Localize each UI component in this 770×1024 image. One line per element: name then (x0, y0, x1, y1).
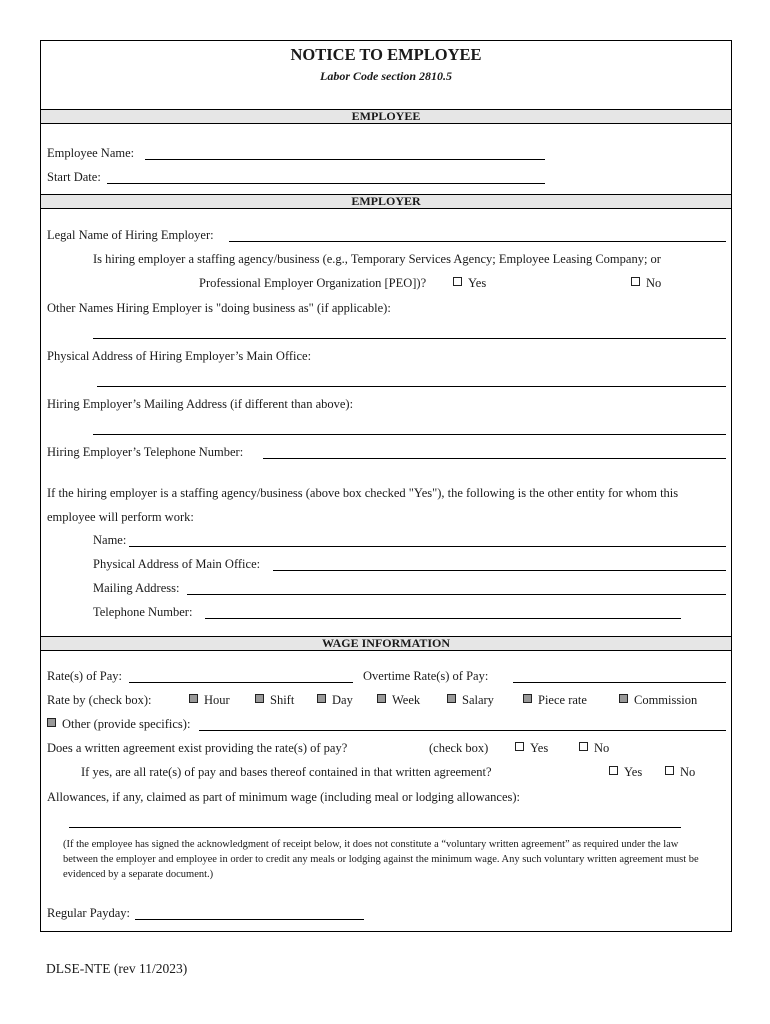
rate-option-piece-rate[interactable]: Piece rate (523, 694, 587, 707)
dba-label: Other Names Hiring Employer is "doing business as" (if applicable): (47, 301, 391, 315)
rate-option-salary[interactable]: Salary (447, 694, 494, 707)
other-specifics-field[interactable] (199, 730, 726, 731)
staffing-no-option[interactable]: No (631, 277, 661, 290)
checkbox-icon[interactable] (515, 742, 524, 751)
agreement-no-option[interactable]: No (579, 742, 609, 755)
form-revision-code: DLSE-NTE (rev 11/2023) (46, 961, 188, 976)
other-entity-text-line1: If the hiring employer is a staffing agency/business (above box checked "Yes"), the following is the other entity for whom this (47, 486, 679, 500)
telephone-field[interactable] (263, 458, 726, 459)
section-employer: EMPLOYER (41, 194, 731, 209)
regular-payday-field[interactable] (135, 919, 364, 920)
dba-field[interactable] (93, 338, 726, 339)
staffing-question-line1: Is hiring employer a staffing agency/business (e.g., Temporary Services Agency; Employee Leasing Company; or (93, 252, 661, 266)
rate-option-day[interactable]: Day (317, 694, 353, 707)
agreement-yes-option[interactable]: Yes (515, 742, 548, 755)
written-agreement-question: Does a written agreement exist providing the rate(s) of pay? (47, 741, 348, 755)
checkbox-icon[interactable] (317, 694, 326, 703)
allowances-label: Allowances, if any, claimed as part of minimum wage (including meal or lodging allowances): (47, 790, 521, 804)
rate-option-shift[interactable]: Shift (255, 694, 294, 707)
allowances-field[interactable] (69, 827, 681, 828)
rate-of-pay-label: Rate(s) of Pay: (47, 669, 122, 683)
checkbox-icon[interactable] (579, 742, 588, 751)
other-entity-phone-label: Telephone Number: (93, 605, 193, 619)
legal-name-label: Legal Name of Hiring Employer: (47, 228, 214, 242)
rate-option-week[interactable]: Week (377, 694, 420, 707)
checkbox-icon[interactable] (665, 766, 674, 775)
rate-option-hour[interactable]: Hour (189, 694, 230, 707)
physical-address-label: Physical Address of Hiring Employer’s Main Office: (47, 349, 312, 363)
checkbox-icon[interactable] (453, 277, 462, 286)
checkbox-icon[interactable] (609, 766, 618, 775)
checkbox-icon[interactable] (631, 277, 640, 286)
start-date-field[interactable] (107, 183, 545, 184)
mailing-address-field[interactable] (93, 434, 726, 435)
staffing-question-line2: Professional Employer Organization [PEO])? (199, 276, 427, 290)
regular-payday-label: Regular Payday: (47, 906, 130, 920)
other-entity-text-line2: employee will perform work: (47, 510, 194, 524)
checkbox-icon[interactable] (377, 694, 386, 703)
other-entity-phone-field[interactable] (205, 618, 681, 619)
contained-no-option[interactable]: No (665, 766, 695, 779)
check-box-hint: (check box) (429, 741, 489, 755)
page-title: NOTICE TO EMPLOYEE (290, 45, 482, 64)
staffing-yes-option[interactable]: Yes (453, 277, 486, 290)
section-wage-information: WAGE INFORMATION (41, 636, 731, 651)
page-subtitle: Labor Code section 2810.5 (320, 69, 452, 83)
rate-of-pay-field[interactable] (129, 682, 353, 683)
employee-name-label: Employee Name: (47, 146, 135, 160)
checkbox-icon[interactable] (255, 694, 264, 703)
other-entity-mailing-label: Mailing Address: (93, 581, 180, 595)
notice-form (40, 40, 732, 932)
section-employee: EMPLOYEE (41, 109, 731, 124)
start-date-label: Start Date: (47, 170, 101, 184)
overtime-rate-label: Overtime Rate(s) of Pay: (363, 669, 489, 683)
other-entity-name-field[interactable] (129, 546, 726, 547)
checkbox-icon[interactable] (447, 694, 456, 703)
rate-by-label: Rate by (check box): (47, 693, 152, 707)
mailing-address-label: Hiring Employer’s Mailing Address (if different than above): (47, 397, 354, 411)
overtime-rate-field[interactable] (513, 682, 726, 683)
other-entity-mailing-field[interactable] (187, 594, 726, 595)
legal-name-field[interactable] (229, 241, 726, 242)
employee-name-field[interactable] (145, 159, 545, 160)
checkbox-icon[interactable] (47, 718, 56, 727)
other-entity-physical-field[interactable] (273, 570, 726, 571)
telephone-label: Hiring Employer’s Telephone Number: (47, 445, 244, 459)
if-yes-question: If yes, are all rate(s) of pay and bases thereof contained in that written agreement? (81, 765, 492, 779)
physical-address-field[interactable] (97, 386, 726, 387)
rate-option-other[interactable]: Other (provide specifics): (47, 718, 190, 731)
other-entity-physical-label: Physical Address of Main Office: (93, 557, 261, 571)
checkbox-icon[interactable] (619, 694, 628, 703)
checkbox-icon[interactable] (189, 694, 198, 703)
rate-option-commission[interactable]: Commission (619, 694, 697, 707)
contained-yes-option[interactable]: Yes (609, 766, 642, 779)
voluntary-agreement-note: (If the employee has signed the acknowledgment of receipt below, it does not constitute a “voluntary written agreement” as required under the law between the employer and employee in order to credit any meals or lodging against the minimum wage. Any such voluntary written agreement must be evidenced by a separate document.) (63, 839, 699, 880)
other-entity-name-label: Name: (93, 533, 127, 547)
checkbox-icon[interactable] (523, 694, 532, 703)
